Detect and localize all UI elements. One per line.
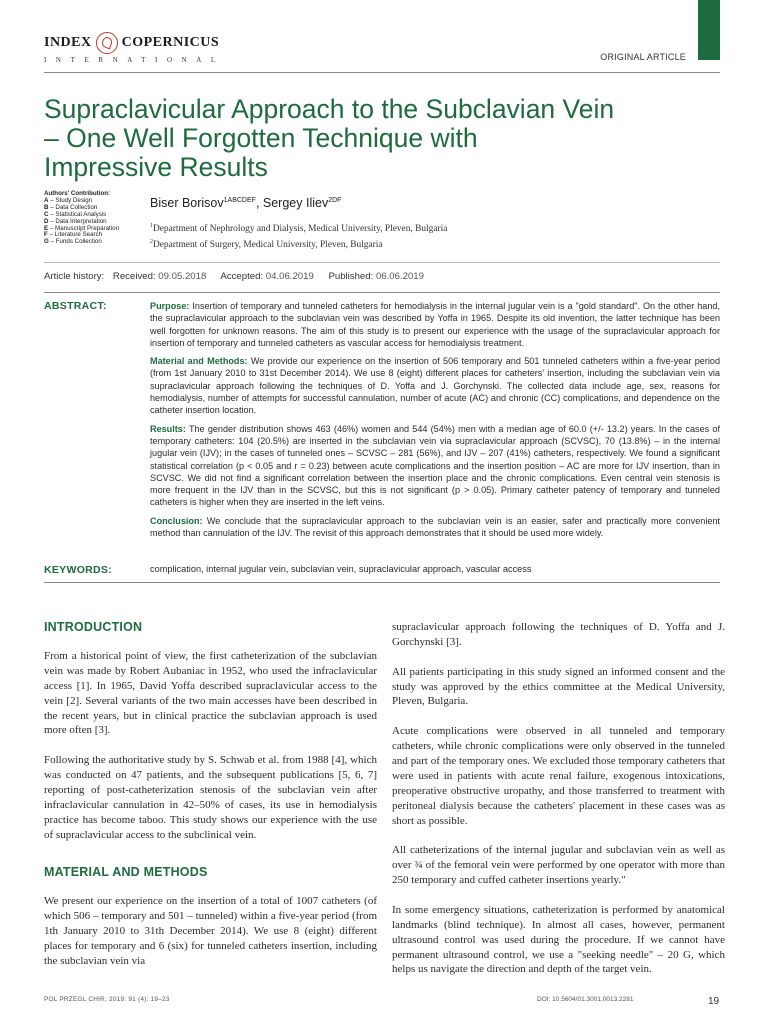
affiliation-line: $^1$Department of Nephrology and Dialysis, Medical University, Pleven, Bulgaria [150,223,448,235]
title-line: – One Well Forgotten Technique with [44,123,478,153]
logo-seal-icon [96,32,118,54]
abstract-body [150,300,720,545]
divider [44,582,720,583]
divider [44,292,720,293]
accepted-date: 04.06.2019 [265,271,314,282]
authors-contribution-legend [44,191,119,246]
methods-heading: MATERIAL AND METHODS [44,865,208,880]
logo-word-copernicus: COPERNICUS [121,35,220,50]
author-sup: 1ABCDEF [223,196,256,204]
contribution-item: G – Funds Collection [44,238,102,246]
doi-link[interactable]: DOI: 10.5604/01.3001.0013.2281 [537,996,634,1003]
body-paragraph: From a historical point of view, the first catheterization of the subclavian vein was made by Robert Aubaniac in 1952, who used the infraclavicular access [1]. In 1965, David Yoffa described supraclavicular access to the vein [2]. Several variants of the two main accesses have been described in the recent years, but in clinical practice the subclavian approach is used more often [3]. [44,649,377,737]
logo-subtitle: INTERNATIONAL [44,56,225,64]
body-paragraph: Acute complications were observed in all tunneled and temporary catheters, while chronic complications were only observed in the tunneled and part of the temporary ones. We excluded those temporary catheters that were used in patients with acute renal failure, exogenous intoxications, preoperative obstructive uropathy, and those transferred to treatment with peritoneal dialysis because the catheters' placement in these cases was as short as possible. [392,725,725,827]
abstract-methods: Material and Methods: We provide our experience on the insertion of 506 temporary and 501 tunneled catheters within a five-year period (from 1st January 2010 to 31st December 2014). We use 8 (eight) different places for catheters' insertion, including the subclavian vein via supraclavicular approach following the techniques of D. Yoffa and J. Gorchynski. The collected data include age, sex, reasons for hemodialysis, number of attempts for successful cannulation, number of acute (AC) and chronic (CC) complications, and dependence on the catheter insertion location. [150,356,721,416]
history-label: Article history: [44,271,105,282]
contribution-item: C – Statistical Analysis [44,210,107,218]
contribution-item: E – Manuscript Preparation [44,224,120,232]
right-column [392,620,725,992]
received-date: 09.05.2018 [158,271,207,282]
author-sup: 2DF [328,196,342,204]
article-title [44,95,684,182]
journal-citation: POL PRZEGL CHIR, 2019: 91 (4): 19–23 [44,996,170,1003]
author-name[interactable]: Biser Borisov [150,196,224,210]
article-type-label: ORIGINAL ARTICLE [600,52,686,62]
body-paragraph: We present our experience on the insertion of a total of 1007 catheters (of which 506 – temporary and 501 – tunneled) within a five-year period (from 1th January 2010 to 31th December 2014). We use 8 (eight) different places for temporary and 6 (six) for tunneled catheters insertion, including the subclavian vein via [44,895,377,967]
author-name[interactable]: Sergey Iliev [262,196,329,210]
affiliation-line: $^2$Department of Surgery, Medical University, Pleven, Bulgaria [150,238,383,250]
body-paragraph: Following the authoritative study by S. Schwab et al. from 1988 [4], which was conducted on 47 patients, and the subsequent publications [5, 6, 7] reporting of post-catheterization stenosis of the subclavian vein after infraclavicular cannulation in 42–50% of cases, its use in hemodialysis practice has become taboo. This study shows our experience with the use of supraclavicular access to the subclinical vein. [44,754,377,841]
page-number: 19 [708,996,720,1007]
keywords-text: complication, internal jugular vein, subclavian vein, supraclavicular approach, vascular access [150,564,532,574]
body-paragraph: All catheterizations of the internal jugular and subclavian vein as well as over ¾ of the femoral vein were performed by one operator with more than 250 temporary and cuffed catheter insertions yearly." [392,844,725,887]
contribution-heading: Authors' Contribution: [44,190,111,197]
abstract-conclusion: Conclusion: We conclude that the supraclavicular approach to the subclavian vein is an easier, safer and practically more convenient method than cannulation of the IJV. The revisit of this approach demonstrates that it should be used more widely. [150,515,720,539]
contribution-item: D – Data Interpretation [44,217,107,225]
contribution-item: B – Data Collection [44,203,98,211]
title-line: Supraclavicular Approach to the Subclavian Vein [44,94,615,124]
article-history: Article history: Received: 09.05.2018 Accepted: 04.06.2019 Published: 06.06.2019 [44,271,424,282]
journal-logo [44,32,219,54]
published-date: 06.06.2019 [375,271,424,282]
contribution-item: F – Literature Search [44,231,103,239]
abstract-purpose: Purpose: Insertion of temporary and tunneled catheters for hemodialysis in the internal jugular vein is a "gold standard". On the other hand, the supraclavicular approach to the subclavian vein was described by Yoffa in 1965. Despite its old invention, the latter technique has been well forgotten for unknown reasons. The aim of this study is to present our experience with the usage of the supraclavicular approach for insertion of temporary and tunneled catheters as vascular access for hemodialysis treatment. [150,301,720,348]
divider [44,262,720,263]
logo-word-index: INDEX [44,35,92,50]
body-paragraph: supraclavicular approach following the techniques of D. Yoffa and J. Gorchynski [3]. [392,621,725,648]
introduction-heading: INTRODUCTION [44,620,143,634]
title-line: Impressive Results [44,152,268,182]
abstract-label: ABSTRACT: [44,300,107,312]
header-divider [44,72,720,73]
keywords-label: KEYWORDS: [44,564,113,576]
abstract-results: Results: The gender distribution shows 463 (46%) women and 544 (54%) men with a median age of 60.0 (+/- 13.2) years. In the cases of temporary catheters: 104 (20.5%) are inserted in the subclavian vein via supraclavicular approach (SCVSC), 70 (13.8%) – in the internal jugular vein (IJV); in the cases of tunneled ones – SCVSC – 281 (56%), and IJV – 207 (41%) catheters, respectively. We found a significant statistical correlation (p < 0.05 and r = 0.23) between acute complications and the insertion position – AC are more for IJV insertion, than in SCVSC. We did not find a significant correlation between the insertion place and the chronic complications. Even central vein stenosis is more frequent in the IJV than in the SCVSC, but this is not significant (p > 0.05). Primary catheter patency of temporary and tunneled catheters is higher when they are inserted in the left veins. [150,423,720,508]
left-column [44,620,377,984]
affiliations [150,220,447,251]
body-paragraph: All patients participating in this study signed an informed consent and the study was approved by the ethics committee at the Medical University, Pleven, Bulgaria. [392,665,725,708]
section-color-tab [698,0,720,60]
contribution-item: A – Study Design [44,196,93,204]
body-paragraph: In some emergency situations, catheterization is performed by anatomical landmarks (blind technique). In almost all cases, however, permanent ultrasound control was used during the procedure. If we cannot have permanent ultrasound control, we use a "seeking needle" – 20 G, which helps us navigate the direction and depth of the target vein. [392,903,725,976]
author-list: Biser Borisov$^{1ABCDEF}$, Sergey Iliev$^{2DF}$ [150,196,342,210]
